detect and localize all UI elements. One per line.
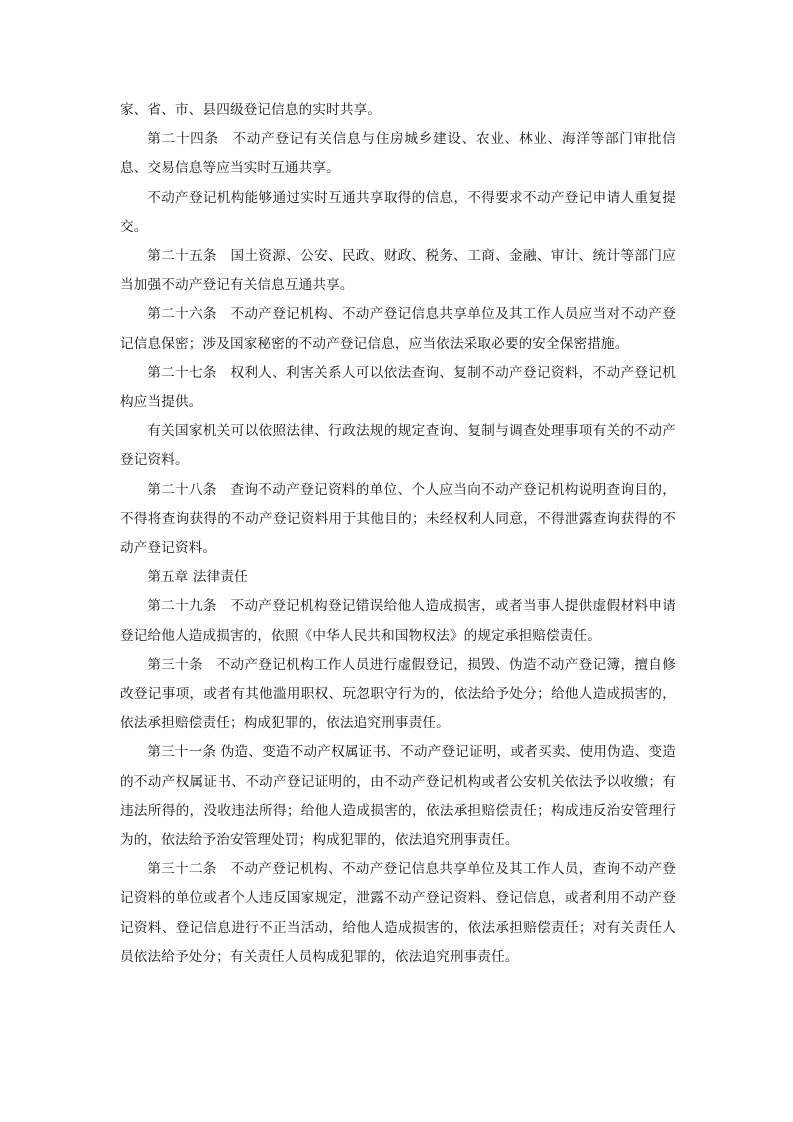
article-paragraph: [120, 476, 676, 564]
paragraph-text: 不动产登记机构能够通过实时互通共享取得的信息，不得要求不动产登记申请人重复提交。: [120, 189, 676, 235]
article-number: 第二十八条: [147, 481, 217, 498]
article-text: 国土资源、公安、民政、财政、税务、工商、金融、审计、统计等部门应当加强不动产登记有关信息互通共享。: [120, 248, 676, 294]
article-text: 查询不动产登记资料的单位、个人应当向不动产登记机构说明查询目的，不得将查询获得的不动产登记资料用于其他目的；未经权利人同意，不得泄露查询获得的不动产登记资料。: [120, 481, 676, 557]
paragraph-text: 有关国家机关可以依照法律、行政法规的规定查询、复制与调查处理事项有关的不动产登记资料。: [120, 423, 676, 469]
article-number: 第三十二条: [147, 861, 217, 878]
article-number: 第二十五条: [147, 248, 217, 265]
article-number: 第二十七条: [147, 364, 217, 381]
article-paragraph: [120, 738, 676, 855]
paragraph-text: 家、省、市、县四级登记信息的实时共享。: [120, 102, 382, 118]
document-page: [120, 96, 676, 972]
article-number: 第二十四条: [147, 131, 219, 148]
article-paragraph: [120, 242, 676, 300]
article-text: 不动产登记机构、不动产登记信息共享单位及其工作人员，查询不动产登记资料的单位或者个人违反国家规定，泄露不动产登记资料、登记信息，或者利用不动产登记资料、登记信息进行不正当活动，给他人造成损害的，依法承担赔偿责任；对有关责任人员依法给予处分；有关责任人员构成犯罪的，依法追究刑事责任。: [120, 861, 676, 965]
paragraph: [120, 417, 676, 475]
article-paragraph: [120, 651, 676, 739]
article-number: 第三十条: [147, 656, 203, 673]
article-paragraph: [120, 855, 676, 972]
article-paragraph: [120, 300, 676, 358]
article-paragraph: [120, 592, 676, 650]
paragraph: [120, 184, 676, 242]
article-text: 不动产登记有关信息与住房城乡建设、农业、林业、海洋等部门审批信息、交易信息等应当实时互通共享。: [120, 131, 676, 177]
article-text: 不动产登记机构工作人员进行虚假登记，损毁、伪造不动产登记簿，擅自修改登记事项，或者有其他滥用职权、玩忽职守行为的，依法给予处分；给他人造成损害的，依法承担赔偿责任；构成犯罪的，依法追究刑事责任。: [120, 656, 676, 732]
article-number: 第二十六条: [147, 306, 217, 323]
article-paragraph: [120, 125, 676, 183]
article-text: 不动产登记机构登记错误给他人造成损害，或者当事人提供虚假材料申请登记给他人造成损害的，依照《中华人民共和国物权法》的规定承担赔偿责任。: [120, 598, 676, 644]
article-text: 不动产登记机构、不动产登记信息共享单位及其工作人员应当对不动产登记信息保密；涉及国家秘密的不动产登记信息，应当依法采取必要的安全保密措施。: [120, 306, 676, 352]
article-number: 第二十九条: [147, 598, 217, 615]
article-paragraph: [120, 359, 676, 417]
article-text: 第三十一条 伪造、变造不动产权属证书、不动产登记证明，或者买卖、使用伪造、变造的不动产权属证书、不动产登记证明的，由不动产登记机构或者公安机关依法予以收缴；有违法所得的，没收违法所得；给他人造成损害的，依法承担赔偿责任；构成违反治安管理行为的，依法给予治安管理处罚；构成犯罪的，依法追究刑事责任。: [120, 744, 676, 849]
paragraph: [120, 96, 676, 125]
chapter-title: 第五章 法律责任: [147, 569, 248, 586]
article-text: 权利人、利害关系人可以依法查询、复制不动产登记资料，不动产登记机构应当提供。: [120, 364, 676, 411]
chapter-heading: [120, 563, 676, 592]
